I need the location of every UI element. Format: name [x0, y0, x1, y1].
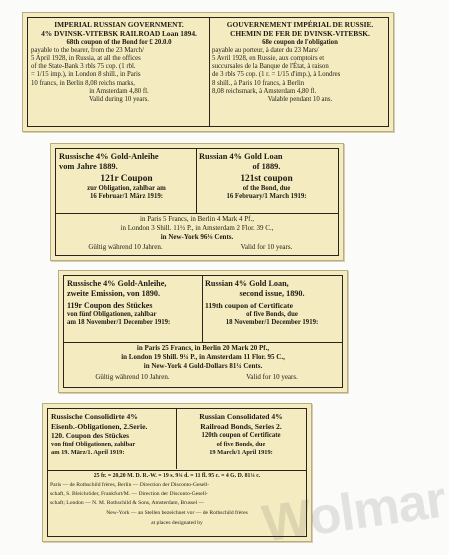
coupon-frame: [47, 408, 307, 537]
coupon-line: zur Obligation, zahlbar am: [87, 184, 166, 192]
coupon-subtitle: 4% DVINSK-VITEBSK RAILROAD Loan 1894.: [41, 28, 197, 38]
coupon-line: payable to the bearer, from the 23 March/: [31, 46, 144, 54]
coupon-separator: [64, 342, 342, 343]
coupon-subtitle: Eisenb.-Obligationen, 2.Serie.: [51, 421, 148, 431]
coupon-separator: [48, 470, 306, 471]
coupon-title: Russische 4% Gold-Anleihe,: [67, 279, 167, 288]
coupon-left-panel: [51, 409, 175, 469]
coupon-dvinsk-vitebsk: [22, 12, 394, 132]
coupon-divider: [209, 18, 210, 126]
coupon-line: von fünf Obligationen, zahlbar: [51, 440, 136, 448]
coupon-right-panel: [212, 18, 388, 126]
coupon-line: 19 March/1 April 1919:: [209, 448, 273, 456]
coupon-subtitle: Railroad Bonds, Series 2.: [200, 421, 282, 431]
payment-line: in Paris 25 Francs, in Berlin 20 Mark 20 Pf.,: [136, 344, 270, 352]
coupon-divider: [202, 276, 203, 342]
coupon-title: Russian 4% Gold Loan,: [205, 279, 289, 288]
coupon-frame: [55, 148, 339, 256]
coupon-subtitle: second issue, 1890.: [239, 289, 305, 298]
coupon-line: 68th coupon of the Bond for £ 20.0.0: [66, 38, 172, 46]
coupon-consolidated-railroad: [42, 403, 312, 542]
coupon-line: of the State-Bank 3 rbls 75 cop. (1 rbl.: [31, 63, 136, 71]
coupon-line: payable au porteur, à dater du 23 Mars/: [212, 46, 319, 54]
coupon-line: 5 Avril 1928, en Russie, aux comptoirs et: [212, 55, 325, 62]
coupon-frame: [27, 17, 389, 127]
payment-line: Paris — de Rothschild frères, Berlin — Direction der Disconto-Gesell-: [50, 482, 210, 488]
coupon-gold-loan-1889: [50, 143, 344, 261]
coupon-right-panel: [205, 276, 339, 342]
validity-en: Valid for 10 years.: [240, 243, 293, 251]
coupon-subtitle: of 1889.: [252, 162, 281, 171]
coupon-title: Russian 4% Gold Loan: [199, 152, 283, 161]
payment-line: at places designated by: [151, 520, 203, 526]
validity-de: Gültig während 10 Jahren.: [88, 243, 163, 251]
coupon-line: 16 February/1 March 1919:: [226, 192, 307, 200]
coupon-line: in Amsterdam 4,80 fl.: [89, 87, 149, 95]
payment-line: schaft, S. Bleichröder, Frankfurt/M. — Direction der Disconto-Gesell-: [50, 491, 208, 497]
coupon-subtitle: vom Jahre 1889.: [59, 162, 118, 171]
coupon-line: of five Bonds, due: [216, 440, 266, 448]
coupon-left-panel: [67, 276, 200, 342]
coupon-line: 8 shill., à Paris 10 francs, à Berlin: [212, 79, 305, 87]
coupon-number: 120th coupon of Certificate: [201, 432, 281, 440]
coupon-line: 5 April 1928, in Russia, at all the offices: [31, 55, 141, 62]
payment-line: in Paris 5 Francs, in Berlin 4 Mark 4 Pf.,: [140, 215, 254, 223]
coupon-line: de 3 rbls 75 cop. (1 r. = 1/15 d'imp.), à Londres: [212, 71, 341, 79]
coupon-title: Russische Consolidirte 4%: [51, 412, 138, 421]
coupon-divider: [176, 409, 177, 469]
coupon-gold-loan-1890: [58, 270, 348, 393]
coupon-title: Russische 4% Gold-Anleihe: [59, 152, 159, 161]
payment-line: in New-York 96⅛ Cents.: [160, 233, 234, 241]
coupon-line: 16 Februar/1 März 1919:: [89, 192, 164, 200]
validity-de: Gültig während 10 Jahren.: [95, 373, 170, 381]
payment-line: in London 19 Shill. 9¼ P., in Amsterdam 11 Flor. 95 C.,: [121, 353, 285, 361]
coupon-separator: [56, 213, 338, 214]
coupon-left-panel: [31, 18, 207, 126]
coupon-title: GOUVERNEMENT IMPÉRIAL DE RUSSIE.: [226, 20, 374, 29]
coupon-line: of the Bond, due: [242, 184, 291, 192]
coupon-number: 121r Coupon: [100, 174, 153, 184]
payment-line: in London 3 Shill. 11½ P., in Amsterdam 2 Flor. 39 C.,: [120, 224, 274, 232]
coupon-subtitle: CHEMIN DE FER DE DVINSK-VITEBSK.: [230, 28, 370, 38]
coupon-number: 119r Coupon des Stückes: [67, 301, 153, 310]
coupon-line: am 18 November/1 December 1919:: [67, 319, 171, 327]
coupon-number: 121st coupon: [240, 174, 293, 184]
watermark: Wolmar: [258, 470, 449, 554]
coupon-title: IMPERIAL RUSSIAN GOVERNMENT.: [54, 20, 184, 29]
validity-en: Valid for 10 years.: [246, 373, 298, 381]
payment-line: New-York — an Stellen bezeichnet vor — de Rothschild frères: [106, 510, 248, 516]
coupon-line: 18 November/1 December 1919:: [225, 319, 319, 327]
coupon-line: 10 francs, in Berlin 8,08 reichs marks,: [31, 79, 136, 87]
coupon-line: 8,08 reichsmark, à Amsterdam 4,80 fl.: [212, 87, 317, 95]
coupon-subtitle: zweite Emission, von 1890.: [67, 289, 161, 298]
coupon-line: = 1/15 imp.), in London 8 shill., in Paris: [31, 71, 141, 79]
payment-line: 25 fr. = 20,20 M. D. R.-W. = 19 s. 9¼ d. = 11 fl. 95 c. = 4 G. D. 81¼ c.: [93, 473, 261, 479]
coupon-title: Russian Consolidated 4%: [199, 412, 283, 421]
coupon-line: am 19. März/1. April 1919:: [51, 448, 125, 456]
coupon-line: of five Bonds, due: [246, 311, 298, 318]
coupon-line: succursales de la Banque de l'État, à raison: [212, 63, 329, 71]
coupon-valid: Valid during 10 years.: [88, 96, 150, 104]
coupon-number: 119th coupon of Certificate: [205, 301, 293, 310]
coupon-right-panel: [179, 409, 303, 469]
coupon-number: 120. Coupon des Stückes: [51, 431, 130, 441]
coupon-line: 68e coupon de l'obligation: [262, 38, 338, 46]
coupon-divider: [196, 149, 197, 213]
coupon-frame: [63, 275, 343, 388]
payment-line: schaft; London — N. M. Rothschild & Sons, Amsterdam, Brussel —: [50, 500, 205, 506]
coupon-valid: Valable pendant 10 ans.: [267, 96, 333, 104]
coupon-line: von fünf Obligationen, zahlbar: [67, 311, 157, 318]
coupon-right-panel: [199, 149, 334, 213]
coupon-left-panel: [59, 149, 194, 213]
payment-line: in New-York 4 Gold-Dollars 81¼ Cents.: [143, 362, 263, 370]
